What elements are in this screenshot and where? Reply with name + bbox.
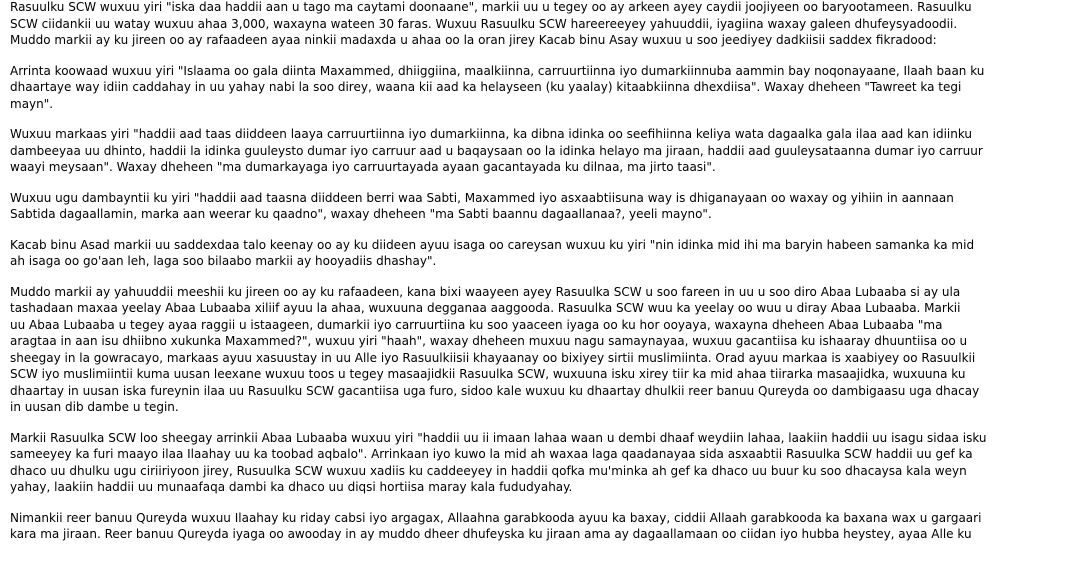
- text-line: in uusan dib dambe u tegin.: [10, 400, 179, 414]
- text-line: Muddo markii ay yahuuddii meeshii ku jireen oo ay ku rafaadeen, kana bixi waayeen ayey Rasuulka SCW u soo fareen in uu u soo diro Abaa Lubaaba si ay ula: [10, 284, 961, 299]
- text-line: Markii Rasuulka SCW loo sheegay arrinkii Abaa Lubaaba wuxuu yiri "haddii uu ii imaan lahaa waan u dembi dhaaf weydiin lahaa, laakiin haddii uu isagu sidaa isku: [10, 430, 987, 445]
- paragraph-6: [10, 284, 1062, 416]
- text-line: tashadaan maxaa yeelay Abaa Lubaaba xiliif ayuu la ahaa, wuxuuna degganaa aaggooda. Rasuulka SCW wuu ka yeelay oo wuu u diray Abaa Lubaaba. Markii: [10, 301, 961, 315]
- text-line: dhaartay in uusan iska fureynin ilaa uu Rasuulku SCW gacantiisa uga furo, sidoo kale wuxuu ku dhaartay dhulkii reer banuu Qureyda oo dambigaasu uga dhacay: [10, 383, 980, 398]
- text-line: SCW ciidankii uu watay wuxuu ahaa 3,000, waxayna wateen 30 faras. Wuxuu Rasuulku SCW hareereeyey yahuuddii, iyagiina waxay galeen dhufeysyadoodii.: [10, 16, 958, 31]
- paragraph-1: [10, 0, 1062, 49]
- text-line: dambeeyaa uu dhinto, haddii la idinka guuleysto dumar iyo carruur aad u baqaysaan oo la idinka helayo ma jiraan, haddii aad guuleysataanna dumar iyo carruur: [10, 143, 983, 158]
- paragraph-8: [10, 510, 1062, 543]
- text-line: dhaco uu dhulku ugu ciriiriyoon jirey, Rusuulka SCW wuxuu xadiis ku caddeeyey in haddii qofka mu'minka ah gef ka dhaco uu buur ku soo dhacaysa kala weyn: [10, 463, 967, 478]
- article-body: [10, 0, 1062, 557]
- text-line: waayi meysaan". Waxay dheheen "ma dumarkayaga iyo carruurtayada ayaan gacantayada ku dilnaa, ma jirto taasi".: [10, 160, 716, 174]
- text-line: aragtaa in aan isu dhiibno xukunka Maxammed?", wuxuu yiri "haah", waxay dheheen muxuu nagu samaynayaa, wuxuu gacantiisa ku ishaaray dhuuntiisa oo u: [10, 334, 968, 348]
- text-line: mayn".: [10, 96, 54, 111]
- text-line: Sabtida dagaallamin, marka aan weerar ku qaadno", waxay dheheen "ma Sabti baannu dagaallanaa?, yeeli mayno".: [10, 207, 712, 221]
- text-line: Nimankii reer banuu Qureyda wuxuu Ilaahay ku riday cabsi iyo argagax, Allaahna garabkooda ayuu ka baxay, ciddii Allaah garabkooda ka baxana wax u gargaari: [10, 510, 982, 525]
- paragraph-7: [10, 430, 1062, 496]
- text-line: Kacab binu Asad markii uu saddexdaa talo keenay oo ay ku diideen ayuu isaga oo careysan wuxuu ku yiri "nin idinka mid ihi ma baryin habeen samanka ka mid: [10, 237, 975, 252]
- text-line: SCW iyo muslimiintii kuma uusan leexane wuxuu toos u tegey masaajidkii Rasuulka SCW, wuxuuna isku xirey tiir ka mid ahaa tiirarka masaajidka, wuxuuna ku: [10, 367, 966, 381]
- text-line: sheegay in la gowracayo, markaas ayuu xasuustay in uu Alle iyo Rasuulkiisii khayaanay oo bixiyey sirtii muslimiinta. Orad ayuu markaa is xaabiyey oo Rasuulkii: [10, 350, 976, 365]
- text-line: kara ma jiraan. Reer banuu Qureyda iyaga oo awooday in ay muddo dheer dhufeyska ku jiraan ama ay dagaallamaan oo ciidan iyo hubba heystey, ayaa Alle ku: [10, 527, 972, 541]
- text-line: Wuxuu markaas yiri "haddii aad taas diiddeen laaya carruurtiinna iyo dumarkiinna, ka dibna idinka oo seefihiinna keliya wata dagaalka gala ilaa aad kan idiinku: [10, 127, 973, 141]
- text-line: ah isaga oo go'aan leh, laga soo bilaabo markii ay hooyadiis dhashay".: [10, 254, 437, 268]
- paragraph-5: [10, 237, 1062, 270]
- text-line: dhaartaye way idiin caddahay in uu yahay nabi la soo direy, waana kii aad ka helayseen (ku yaalay) kitaabkiinna dhexdiisa". Waxay dheheen "Tawreet ka tegi: [10, 80, 962, 94]
- text-line: Arrinta koowaad wuxuu yiri "Islaama oo gala diinta Maxammed, dhiiggiina, maalkiinna, carruurtiinna iyo dumarkiinnuba aammin bay noqonayaane, Ilaah baan ku: [10, 63, 985, 78]
- text-line: Rasuulku SCW wuxuu yiri "iska daa haddii aan u tago ma caytami doonaane", markii uu u tegey oo ay arkeen ayey caydii joojiyeen oo baryootameen. Rasuulku: [10, 0, 972, 14]
- text-line: sameeyey ka furi maayo ilaa Ilaahay uu ka toobad aqbalo". Arrinkaan iyo kuwo la mid ah waxaa laga qaadanayaa sida asxaabtii Rasuulka SCW haddii uu gef ka: [10, 447, 973, 461]
- paragraph-2: [10, 63, 1062, 113]
- paragraph-4: [10, 190, 1062, 223]
- text-line: yahay, laakiin haddii uu munaafaqa dambi ka dhaco uu diqsi hortiisa maray kala fududyahay.: [10, 480, 573, 494]
- text-line: Muddo markii ay ku jireen oo ay rafaadeen ayaa ninkii madaxda u ahaa oo la oran jirey Kacab binu Asay wuxuu u soo jeediyey dadkiisii saddex fikradood:: [10, 33, 937, 47]
- text-line: uu Abaa Lubaaba u tegey ayaa raggii u istaageen, dumarkii iyo carruurtiina ku soo yaaceen iyaga oo ku hor ooyaya, waxayna dheheen Abaa Lubaaba "ma: [10, 317, 943, 332]
- paragraph-3: [10, 126, 1062, 176]
- text-line: Wuxuu ugu dambayntii ku yiri "haddii aad taasna diiddeen berri waa Sabti, Maxammed iyo asxaabtiisuna way is dhiganayaan oo waxay og yihiin in aannaan: [10, 190, 954, 205]
